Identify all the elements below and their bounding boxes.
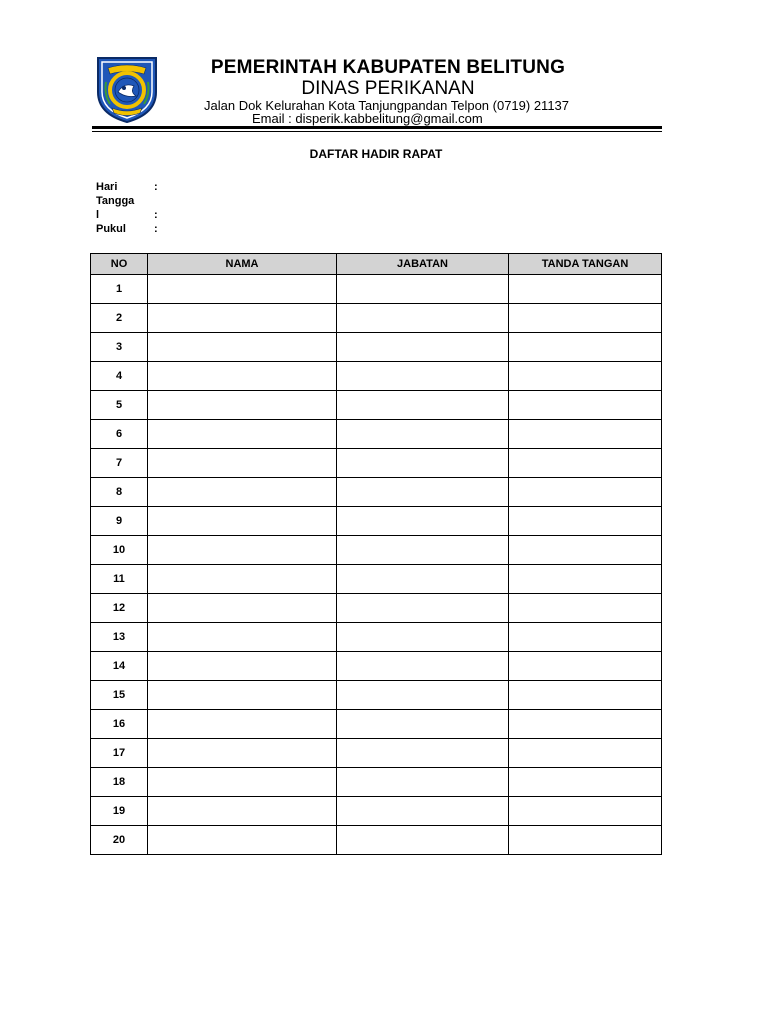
- tanda-tangan-cell[interactable]: [509, 768, 662, 797]
- nama-cell[interactable]: [148, 420, 337, 449]
- nama-cell[interactable]: [148, 623, 337, 652]
- tanda-tangan-cell[interactable]: [509, 565, 662, 594]
- column-header-tanda-tangan: TANDA TANGAN: [509, 254, 662, 275]
- table-row: [91, 768, 662, 797]
- nama-cell[interactable]: [148, 362, 337, 391]
- table-row: [91, 623, 662, 652]
- table-row: [91, 594, 662, 623]
- table-row: [91, 391, 662, 420]
- letterhead-rule-thick: [92, 126, 662, 129]
- pukul-label: Pukul: [96, 223, 126, 235]
- table-row: [91, 275, 662, 304]
- table-row: [91, 710, 662, 739]
- jabatan-cell[interactable]: [337, 420, 509, 449]
- tanda-tangan-cell[interactable]: [509, 449, 662, 478]
- nama-cell[interactable]: [148, 391, 337, 420]
- table-row: [91, 739, 662, 768]
- document-title: DAFTAR HADIR RAPAT: [309, 147, 443, 161]
- tanggal-colon: :: [154, 209, 158, 221]
- nama-cell[interactable]: [148, 304, 337, 333]
- tanda-tangan-cell[interactable]: [509, 333, 662, 362]
- row-number: 5: [91, 391, 148, 420]
- tanda-tangan-cell[interactable]: [509, 652, 662, 681]
- table-row: [91, 333, 662, 362]
- tanda-tangan-cell[interactable]: [509, 739, 662, 768]
- table-row: [91, 536, 662, 565]
- row-number: 20: [91, 826, 148, 855]
- row-number: 17: [91, 739, 148, 768]
- tanda-tangan-cell[interactable]: [509, 304, 662, 333]
- jabatan-cell[interactable]: [337, 594, 509, 623]
- hari-label: Hari: [96, 181, 118, 193]
- nama-cell[interactable]: [148, 275, 337, 304]
- nama-cell[interactable]: [148, 507, 337, 536]
- nama-cell[interactable]: [148, 652, 337, 681]
- tanda-tangan-cell[interactable]: [509, 826, 662, 855]
- row-number: 12: [91, 594, 148, 623]
- jabatan-cell[interactable]: [337, 768, 509, 797]
- jabatan-cell[interactable]: [337, 826, 509, 855]
- jabatan-cell[interactable]: [337, 623, 509, 652]
- nama-cell[interactable]: [148, 681, 337, 710]
- nama-cell[interactable]: [148, 768, 337, 797]
- jabatan-cell[interactable]: [337, 797, 509, 826]
- column-header-nama: NAMA: [148, 254, 337, 275]
- tanda-tangan-cell[interactable]: [509, 362, 662, 391]
- jabatan-cell[interactable]: [337, 565, 509, 594]
- jabatan-cell[interactable]: [337, 304, 509, 333]
- row-number: 11: [91, 565, 148, 594]
- table-header-row: [91, 254, 662, 275]
- column-header-jabatan: JABATAN: [337, 254, 509, 275]
- tanda-tangan-cell[interactable]: [509, 594, 662, 623]
- row-number: 1: [91, 275, 148, 304]
- jabatan-cell[interactable]: [337, 333, 509, 362]
- row-number: 3: [91, 333, 148, 362]
- pukul-colon: :: [154, 223, 158, 235]
- table-row: [91, 362, 662, 391]
- table-row: [91, 652, 662, 681]
- nama-cell[interactable]: [148, 797, 337, 826]
- row-number: 6: [91, 420, 148, 449]
- column-header-no: NO: [91, 254, 148, 275]
- nama-cell[interactable]: [148, 594, 337, 623]
- row-number: 9: [91, 507, 148, 536]
- jabatan-cell[interactable]: [337, 710, 509, 739]
- jabatan-cell[interactable]: [337, 275, 509, 304]
- tanda-tangan-cell[interactable]: [509, 275, 662, 304]
- row-number: 8: [91, 478, 148, 507]
- letterhead-rule-thin: [92, 131, 662, 132]
- nama-cell[interactable]: [148, 536, 337, 565]
- tanda-tangan-cell[interactable]: [509, 797, 662, 826]
- tanggal-label-part2: l: [96, 209, 100, 221]
- tanda-tangan-cell[interactable]: [509, 507, 662, 536]
- tanda-tangan-cell[interactable]: [509, 536, 662, 565]
- tanggal-label-part1: Tangga: [96, 195, 135, 207]
- jabatan-cell[interactable]: [337, 391, 509, 420]
- row-number: 10: [91, 536, 148, 565]
- jabatan-cell[interactable]: [337, 478, 509, 507]
- table-row: [91, 507, 662, 536]
- nama-cell[interactable]: [148, 565, 337, 594]
- row-number: 18: [91, 768, 148, 797]
- jabatan-cell[interactable]: [337, 681, 509, 710]
- row-number: 7: [91, 449, 148, 478]
- table-row: [91, 449, 662, 478]
- table-row: [91, 420, 662, 449]
- nama-cell[interactable]: [148, 478, 337, 507]
- tanda-tangan-cell[interactable]: [509, 623, 662, 652]
- jabatan-cell[interactable]: [337, 362, 509, 391]
- nama-cell[interactable]: [148, 739, 337, 768]
- agency-title: DINAS PERIKANAN: [301, 78, 475, 99]
- table-row: [91, 478, 662, 507]
- table-row: [91, 797, 662, 826]
- row-number: 14: [91, 652, 148, 681]
- row-number: 2: [91, 304, 148, 333]
- tanda-tangan-cell[interactable]: [509, 391, 662, 420]
- office-email: Email : disperik.kabbelitung@gmail.com: [252, 111, 483, 126]
- row-number: 19: [91, 797, 148, 826]
- tanda-tangan-cell[interactable]: [509, 681, 662, 710]
- table-row: [91, 304, 662, 333]
- government-title: PEMERINTAH KABUPATEN BELITUNG: [210, 57, 566, 78]
- jabatan-cell[interactable]: [337, 739, 509, 768]
- jabatan-cell[interactable]: [337, 449, 509, 478]
- table-row: [91, 681, 662, 710]
- tanda-tangan-cell[interactable]: [509, 420, 662, 449]
- attendance-table: [90, 253, 662, 855]
- row-number: 16: [91, 710, 148, 739]
- jabatan-cell[interactable]: [337, 507, 509, 536]
- jabatan-cell[interactable]: [337, 536, 509, 565]
- tanda-tangan-cell[interactable]: [509, 478, 662, 507]
- table-row: [91, 826, 662, 855]
- table-row: [91, 565, 662, 594]
- row-number: 15: [91, 681, 148, 710]
- tanda-tangan-cell[interactable]: [509, 710, 662, 739]
- nama-cell[interactable]: [148, 710, 337, 739]
- jabatan-cell[interactable]: [337, 652, 509, 681]
- nama-cell[interactable]: [148, 826, 337, 855]
- office-address: Jalan Dok Kelurahan Kota Tanjungpandan Telpon (0719) 21137: [204, 98, 570, 113]
- row-number: 13: [91, 623, 148, 652]
- nama-cell[interactable]: [148, 449, 337, 478]
- row-number: 4: [91, 362, 148, 391]
- hari-colon: :: [154, 181, 158, 193]
- nama-cell[interactable]: [148, 333, 337, 362]
